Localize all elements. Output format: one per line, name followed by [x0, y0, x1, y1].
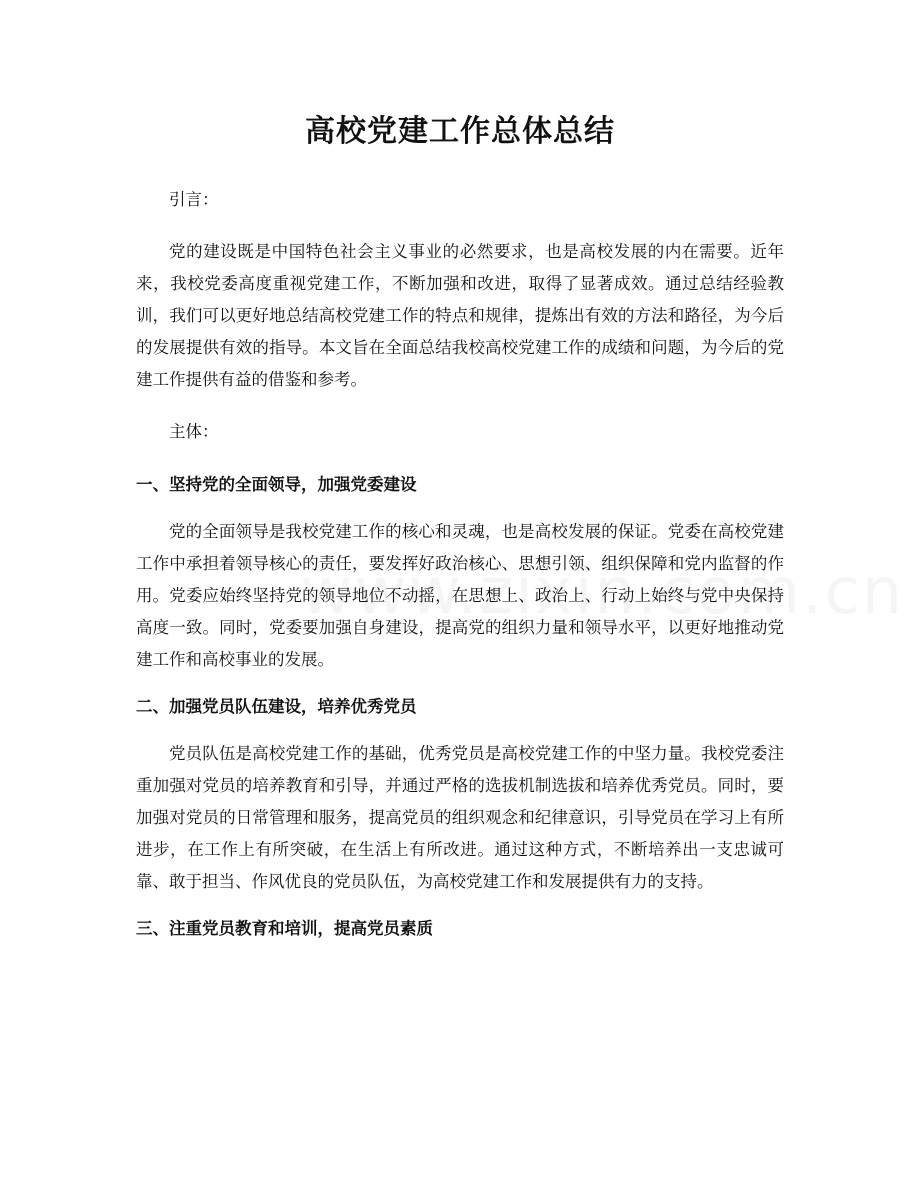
intro-paragraph: 党的建设既是中国特色社会主义事业的必然要求，也是高校发展的内在需要。近年来，我校党委高度重视党建工作，不断加强和改进，取得了显著成效。通过总结经验教训，我们可以更好地总结高校党建工作的特点和规律，提炼出有效的方法和路径，为今后的发展提供有效的指导。本文旨在全面总结我校高校党建工作的成绩和问题，为今后的党建工作提供有益的借鉴和参考。 — [136, 242, 784, 389]
section-3-heading: 三、注重党员教育和培训，提高党员素质 — [136, 919, 433, 938]
section-1-paragraph: 党的全面领导是我校党建工作的核心和灵魂，也是高校发展的保证。党委在高校党建工作中承担着领导核心的责任，要发挥好政治核心、思想引领、组织保障和党内监督的作用。党委应始终坚持党的领导地位不动摇，在思想上、政治上、行动上始终与党中央保持高度一致。同时，党委要加强自身建设，提高党的组织力量和领导水平，以更好地推动党建工作和高校事业的发展。 — [136, 522, 784, 669]
body-label: 主体： — [169, 422, 219, 441]
section-1-heading: 一、坚持党的全面领导，加强党委建设 — [136, 475, 417, 494]
section-2-paragraph: 党员队伍是高校党建工作的基础，优秀党员是高校党建工作的中坚力量。我校党委注重加强对党员的培养教育和引导，并通过严格的选拔机制选拔和培养优秀党员。同时，要加强对党员的日常管理和服务，提高党员的组织观念和纪律意识，引导党员在学习上有所进步，在工作上有所突破，在生活上有所改进。通过这种方式，不断培养出一支忠诚可靠、敢于担当、作风优良的党员队伍，为高校党建工作和发展提供有力的支持。 — [136, 744, 784, 891]
intro-label: 引言： — [169, 190, 219, 209]
document-page — [136, 0, 784, 945]
document-title: 高校党建工作总体总结 — [305, 114, 615, 149]
section-2-heading: 二、加强党员队伍建设，培养优秀党员 — [136, 697, 417, 716]
